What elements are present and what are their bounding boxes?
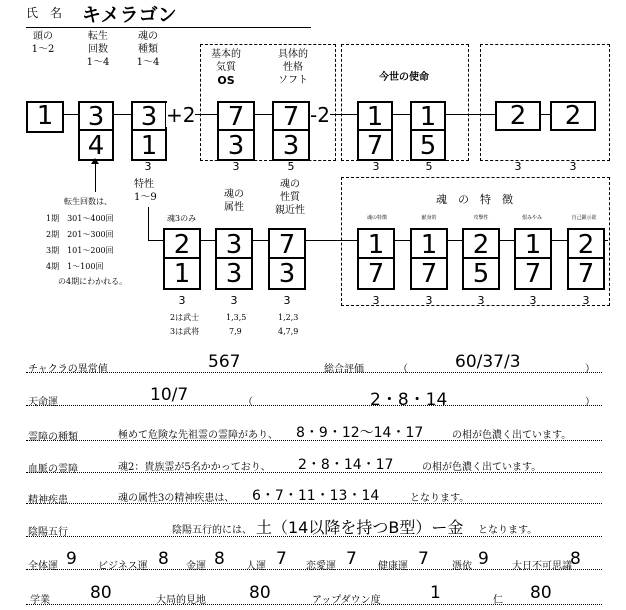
head-heading: 頭の 1～2 [31,31,55,55]
name-underline [26,27,311,28]
bottom-box-bottom: 5 [472,259,490,289]
bottom-box-top: 1 [524,230,542,260]
rebirth-note-3: 3期 101～200回 [46,246,114,255]
updown-value: 1 [430,583,441,603]
arrow-up-icon [91,158,99,164]
feature-label-1: 魂の特徴 [366,215,387,221]
row-heaven-line [26,405,602,406]
note-1-a: 2は武士 [170,313,200,322]
fortune-value: 8 [158,549,169,569]
updown-label: アップダウン度 [312,595,381,606]
concrete-bottom: 3 [282,131,300,161]
note-2-b: 7,9 [229,327,242,336]
extra-box-1: 2 [495,101,541,131]
bottom-sub-value: 3 [178,294,186,307]
overall-label: 総合評価 [324,364,364,375]
yinyang-big: 土（14以降を持つB型）ー金 [256,518,464,537]
blood-text-1: 魂2：貴族霊が5名かかっており、 [118,462,271,473]
rebirth-arrow-line [95,162,96,192]
fortune-value: 9 [66,549,77,569]
spirit-label: 霊障の種類 [28,432,78,443]
heaven-label: 天命運 [28,397,58,408]
basic-top: 7 [227,102,245,132]
soul-kind-top: 3 [140,102,158,132]
mental-text-2: となります。 [410,493,470,504]
yinyang-text-2: となります。 [478,525,538,536]
person-name: キメラゴン [82,4,177,26]
soul-attr-heading: 魂の 属性 [224,189,244,213]
bottom-box-top: 7 [278,230,296,260]
rebirth-note-5: の4期にわかれる。 [58,277,128,286]
soul-features-heading: 魂 の 特 徴 [436,193,513,206]
view-label: 大局的見地 [156,595,206,606]
feature-label-5: 自己顕示欲 [571,215,597,221]
operator-plus: +2 [166,103,196,127]
mission-2-top: 1 [419,102,437,132]
bottom-box-bottom: 7 [420,259,438,289]
fortune-value: 8 [214,549,225,569]
bottom-box-top: 1 [420,230,438,260]
bottom-box-top: 2 [577,230,595,260]
fortune-label: 恋愛運 [306,561,336,572]
chakra-value: 567 [208,352,241,372]
rebirth-note-4: 4期 1～100回 [46,262,104,271]
bottom-box-top: 2 [472,230,490,260]
jin-value: 80 [530,583,552,603]
chakra-label: チャクラの異常値 [28,364,108,375]
mission-1-top: 1 [366,102,384,132]
fortune-label: ビジネス運 [98,561,148,572]
bottom-box-bottom: 3 [225,259,243,289]
note-3-b: 4,7,9 [278,327,299,336]
rebirth-bottom: 4 [87,131,105,161]
soul-kind-bottom: 1 [140,131,158,161]
top-sub-6: 3 [514,160,522,173]
top-sub-2: 3 [232,160,240,173]
bottom-sub-value: 3 [529,294,537,307]
heaven-list: 2・8・14 [370,390,448,410]
top-sub-5: 5 [425,160,433,173]
study-value: 80 [90,583,112,603]
bottom-box-bottom: 7 [577,259,595,289]
spirit-text-1: 極めて危険な先祖霊の霊障があり、 [118,430,278,441]
rebirth-note-title: 転生回数は、 [64,197,112,206]
fortune-label: 全体運 [28,561,58,572]
note-3-a: 1,2,3 [278,313,299,322]
rebirth-heading: 転生 回数 1～4 [86,31,110,68]
overall-close: ） [585,364,595,375]
top-sub-1: 3 [144,160,152,173]
fortune-value: 7 [346,549,357,569]
yinyang-text-1: 陰陽五行的には、 [172,525,252,536]
bottom-box-bottom: 1 [173,259,191,289]
concrete-top: 7 [282,102,300,132]
blood-nums: 2・8・14・17 [298,457,394,473]
bottom-box-bottom: 7 [524,259,542,289]
extra-box-2: 2 [550,101,596,131]
os-heading: OS [217,74,235,87]
mental-nums: 6・7・11・13・14 [252,488,380,504]
jin-label: 仁 [493,595,503,606]
bottom-box-top: 1 [367,230,385,260]
fortune-label: 憑依 [452,561,472,572]
concrete-heading: 具体的 性格 ソフト [278,49,308,86]
overall-value: 60/37/3 [455,352,521,372]
trait-vertical-line [148,207,149,240]
feature-label-2: 献身的 [421,215,437,221]
bottom-box-bottom: 7 [367,259,385,289]
soul3-only-label: 魂3のみ [167,214,197,223]
head-box: 1 [26,101,64,133]
mission-1-bottom: 7 [366,131,384,161]
blood-label: 血脈の霊障 [28,464,78,475]
feature-label-4: 恨みやみ [521,215,542,221]
bottom-sub-value: 3 [283,294,291,307]
basic-bottom: 3 [227,131,245,161]
soul-nature-heading: 魂の 性質 親近性 [275,179,305,216]
heaven-close: ） [585,397,595,408]
fortune-value: 9 [478,549,489,569]
basic-heading: 基本的 気質 [211,49,241,73]
mental-text-1: 魂の属性3の精神疾患は、 [118,493,235,504]
fortune-value: 8 [570,549,581,569]
top-sub-4: 3 [372,160,380,173]
yinyang-label: 陰陽五行 [28,527,68,538]
heaven-value: 10/7 [150,385,189,405]
study-label: 学業 [30,595,50,606]
spirit-nums: 8・9・12～14・17 [296,425,424,441]
bottom-box-bottom: 3 [278,259,296,289]
rebirth-top: 3 [87,102,105,132]
bottom-sub-value: 3 [477,294,485,307]
rebirth-note-1: 1期 301～400回 [46,214,114,223]
trait-heading: 特性 1～9 [134,179,157,203]
bottom-sub-value: 3 [230,294,238,307]
operator-minus: -2 [310,103,330,127]
note-2-a: 1,3,5 [226,313,247,322]
row-chakra-line [26,372,602,373]
name-label: 氏 名 [26,6,63,20]
mission-heading: 今世の使命 [379,72,429,83]
top-sub-7: 3 [569,160,577,173]
rebirth-note-2: 2期 201～300回 [46,230,114,239]
view-value: 80 [249,583,271,603]
fortune-label: 健康運 [378,561,408,572]
mission-2-bottom: 5 [419,131,437,161]
top-sub-3: 5 [287,160,295,173]
blood-text-2: の相が色濃く出ています。 [422,462,542,473]
note-1-b: 3は武将 [170,327,200,336]
bottom-box-top: 3 [225,230,243,260]
soul-kind-heading: 魂の 種類 1～4 [136,31,160,68]
mental-label: 精神疾患 [28,495,68,506]
overall-open: （ [398,364,408,375]
fortune-label: 金運 [186,561,206,572]
fortune-label: 大日不可思議 [512,561,572,572]
fortune-label: 人運 [246,561,266,572]
fortune-value: 7 [276,549,287,569]
fortune-value: 7 [418,549,429,569]
bottom-sub-value: 3 [372,294,380,307]
feature-label-3: 攻撃性 [473,215,489,221]
heaven-open: （ [243,397,253,408]
spirit-text-2: の相が色濃く出ています。 [452,430,572,441]
bottom-sub-value: 3 [582,294,590,307]
bottom-sub-value: 3 [425,294,433,307]
bottom-box-top: 2 [173,230,191,260]
